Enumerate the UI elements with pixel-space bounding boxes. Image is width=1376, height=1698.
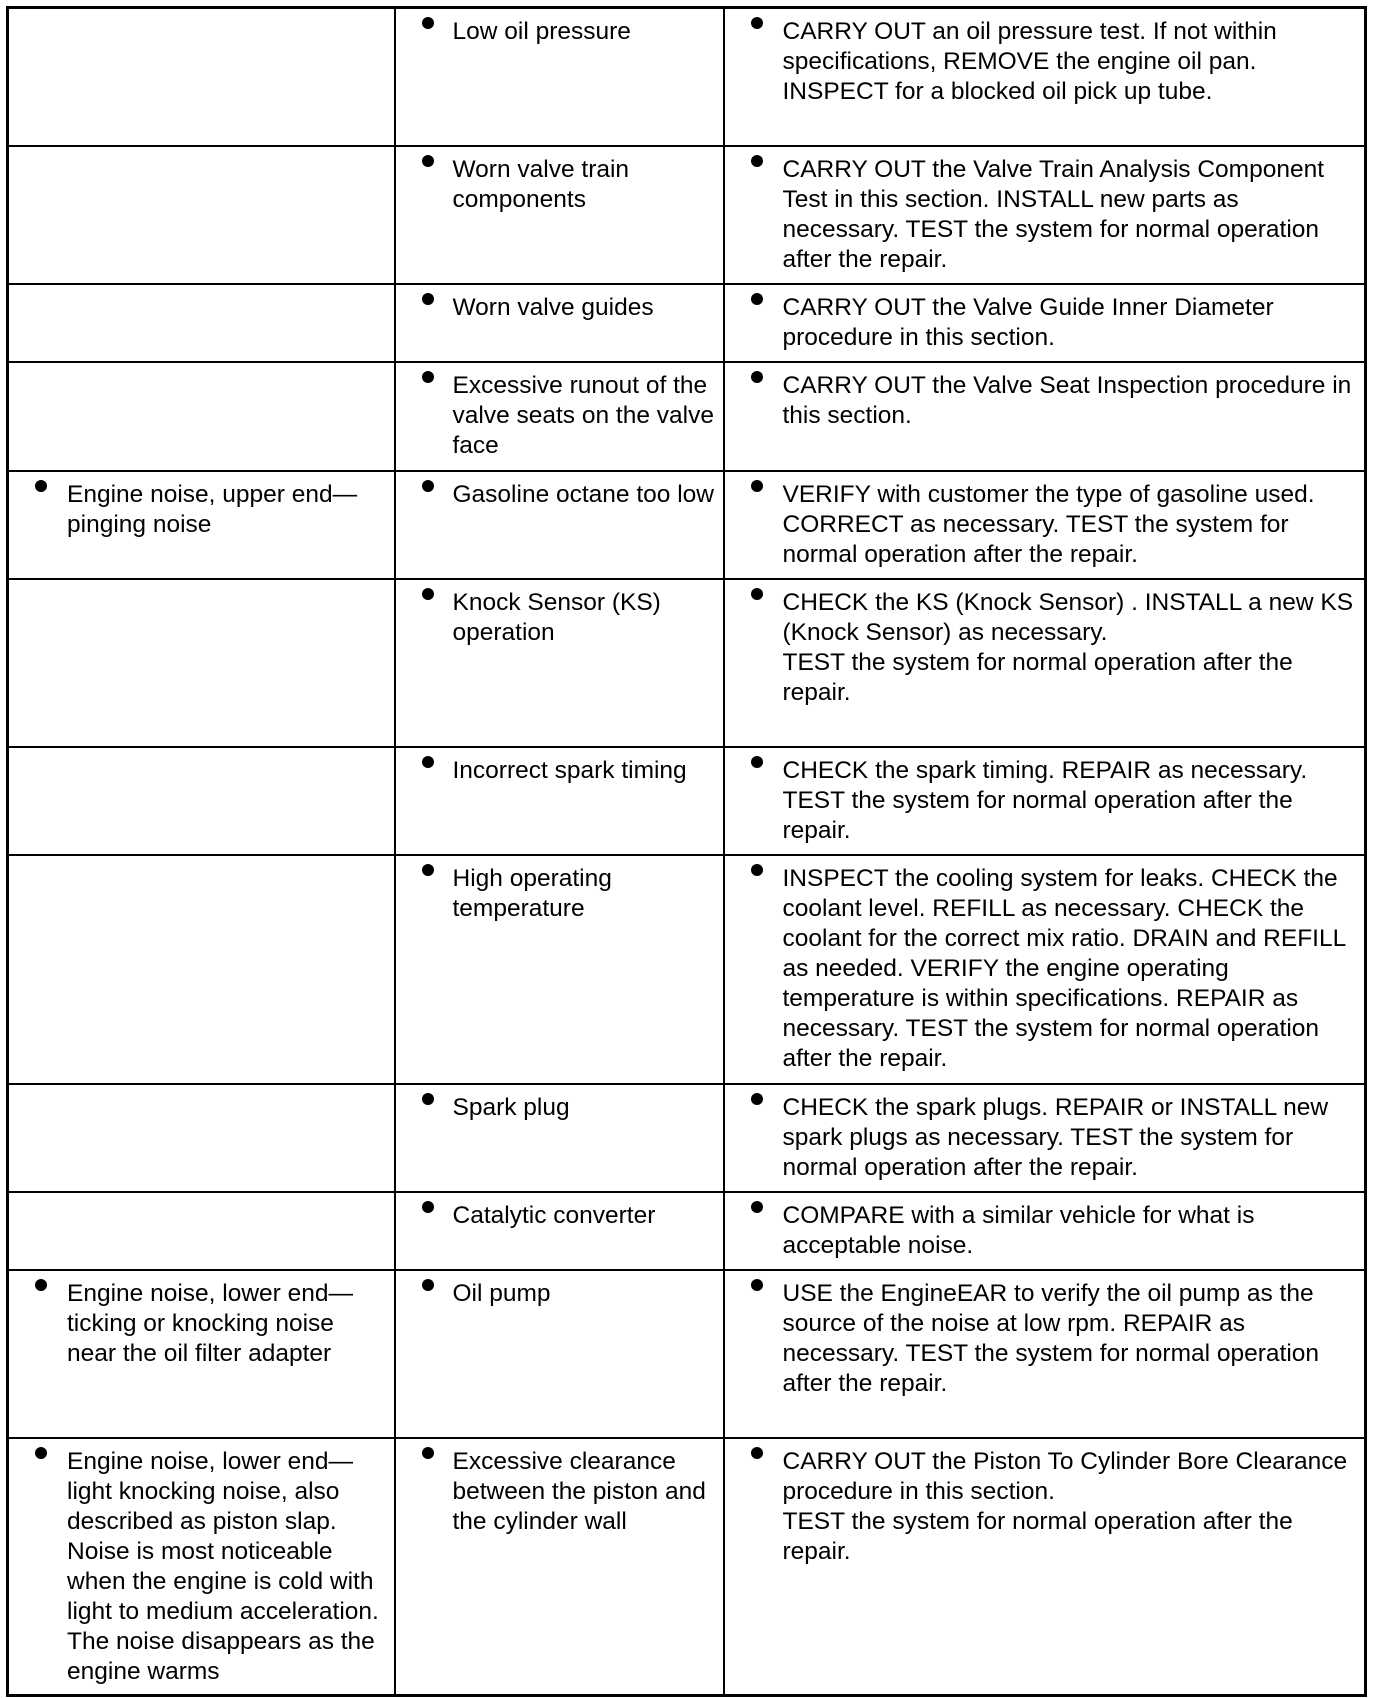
action-cell xyxy=(724,146,1366,284)
table-row xyxy=(8,855,1366,1084)
table-row xyxy=(8,471,1366,579)
cause-text: Incorrect spark timing xyxy=(452,756,687,784)
bullet-icon xyxy=(751,1279,763,1291)
bullet-icon xyxy=(422,1093,434,1105)
bullet-icon xyxy=(422,155,434,167)
cause-text: Catalytic converter xyxy=(452,1201,656,1229)
table-row xyxy=(8,1270,1366,1438)
condition-cell xyxy=(8,284,395,362)
action-cell xyxy=(724,471,1366,579)
bullet-icon xyxy=(422,480,434,492)
bullet-icon xyxy=(422,17,434,29)
action-text: CARRY OUT the Valve Guide Inner Diameter procedure in this section. xyxy=(782,293,1274,351)
cause-cell xyxy=(395,1084,724,1192)
action-text: COMPARE with a similar vehicle for what is acceptable noise. xyxy=(782,1201,1255,1259)
condition-text: Engine noise, lower end—ticking or knocking noise near the oil filter adapter xyxy=(67,1279,354,1367)
table-row xyxy=(8,284,1366,362)
cause-text: Spark plug xyxy=(452,1093,570,1121)
bullet-icon xyxy=(751,864,763,876)
cause-cell xyxy=(395,284,724,362)
cause-text: Gasoline octane too low xyxy=(452,480,714,508)
table-row xyxy=(8,1192,1366,1270)
action-cell xyxy=(724,579,1366,747)
bullet-icon xyxy=(422,1447,434,1459)
action-text: CARRY OUT an oil pressure test. If not within specifications, REMOVE the engine oil pan. INSPECT for a blocked oil pick up tube. xyxy=(782,18,1277,105)
cause-cell xyxy=(395,362,724,471)
table-row xyxy=(8,579,1366,747)
diagnosis-table xyxy=(6,6,1367,1697)
condition-cell xyxy=(8,747,395,855)
condition-cell xyxy=(8,1270,395,1438)
action-cell xyxy=(724,747,1366,855)
bullet-icon xyxy=(751,756,763,768)
bullet-icon xyxy=(751,1201,763,1213)
table-row xyxy=(8,362,1366,471)
action-text: CHECK the spark timing. REPAIR as necessary. TEST the system for normal operation after the repair. xyxy=(782,756,1308,844)
bullet-icon xyxy=(422,293,434,305)
condition-cell xyxy=(8,471,395,579)
cause-text: Excessive runout of the valve seats on the valve face xyxy=(452,371,714,459)
action-cell xyxy=(724,1438,1366,1696)
bullet-icon xyxy=(422,1201,434,1213)
action-text: CARRY OUT the Valve Seat Inspection procedure in this section. xyxy=(782,371,1352,429)
cause-cell xyxy=(395,579,724,747)
action-text: USE the EngineEAR to verify the oil pump as the source of the noise at low rpm. REPAIR as necessary. TEST the system for normal operation after the repair. xyxy=(782,1279,1320,1397)
bullet-icon xyxy=(422,588,434,600)
bullet-icon xyxy=(751,588,763,600)
cause-cell xyxy=(395,8,724,146)
cause-text: Knock Sensor (KS) operation xyxy=(452,588,661,646)
action-cell xyxy=(724,284,1366,362)
condition-text: Engine noise, upper end—pinging noise xyxy=(67,480,358,538)
bullet-icon xyxy=(35,1279,47,1291)
table-row xyxy=(8,747,1366,855)
table-row xyxy=(8,1084,1366,1192)
cause-cell xyxy=(395,747,724,855)
cause-cell xyxy=(395,1438,724,1696)
table-row xyxy=(8,8,1366,146)
bullet-icon xyxy=(751,293,763,305)
action-text: CHECK the KS (Knock Sensor) . INSTALL a new KS (Knock Sensor) as necessary. TEST the system for normal operation after the repair. xyxy=(782,588,1354,706)
bullet-icon xyxy=(422,371,434,383)
bullet-icon xyxy=(35,480,47,492)
action-cell xyxy=(724,1270,1366,1438)
bullet-icon xyxy=(751,17,763,29)
bullet-icon xyxy=(422,756,434,768)
bullet-icon xyxy=(751,480,763,492)
condition-cell xyxy=(8,1438,395,1696)
cause-text: Excessive clearance between the piston and the cylinder wall xyxy=(452,1447,706,1535)
condition-cell xyxy=(8,579,395,747)
condition-cell xyxy=(8,1084,395,1192)
bullet-icon xyxy=(422,1279,434,1291)
cause-cell xyxy=(395,1192,724,1270)
bullet-icon xyxy=(35,1447,47,1459)
cause-cell xyxy=(395,855,724,1084)
table-row xyxy=(8,1438,1366,1696)
action-text: INSPECT the cooling system for leaks. CHECK the coolant level. REFILL as necessary. CHECK the coolant for the correct mix ratio. DRAIN and REFILL as needed. VERIFY the engine operating temperature is within specifications. REPAIR as necessary. TEST the system for normal operation after the repair. xyxy=(782,864,1346,1072)
cause-text: Oil pump xyxy=(452,1279,551,1307)
table-row xyxy=(8,146,1366,284)
cause-cell xyxy=(395,471,724,579)
condition-cell xyxy=(8,855,395,1084)
action-cell xyxy=(724,1192,1366,1270)
condition-cell xyxy=(8,146,395,284)
action-text: CHECK the spark plugs. REPAIR or INSTALL new spark plugs as necessary. TEST the system for normal operation after the repair. xyxy=(782,1093,1329,1181)
bullet-icon xyxy=(422,864,434,876)
condition-cell xyxy=(8,8,395,146)
action-text: CARRY OUT the Valve Train Analysis Component Test in this section. INSTALL new parts as necessary. TEST the system for normal operation after the repair. xyxy=(782,155,1325,273)
cause-text: Low oil pressure xyxy=(452,18,631,45)
bullet-icon xyxy=(751,1093,763,1105)
condition-text: Engine noise, lower end—light knocking noise, also described as piston slap. Noise is most noticeable when the engine is cold with light to medium acceleration. The noise disappears as the engine warms xyxy=(67,1447,379,1685)
bullet-icon xyxy=(751,371,763,383)
cause-text: High operating temperature xyxy=(452,864,612,922)
cause-text: Worn valve train components xyxy=(452,155,630,213)
condition-cell xyxy=(8,1192,395,1270)
action-cell xyxy=(724,8,1366,146)
cause-cell xyxy=(395,146,724,284)
action-cell xyxy=(724,1084,1366,1192)
condition-cell xyxy=(8,362,395,471)
action-text: VERIFY with customer the type of gasoline used. CORRECT as necessary. TEST the system for normal operation after the repair. xyxy=(782,480,1315,568)
bullet-icon xyxy=(751,1447,763,1459)
action-cell xyxy=(724,855,1366,1084)
bullet-icon xyxy=(751,155,763,167)
cause-text: Worn valve guides xyxy=(452,293,654,321)
cause-cell xyxy=(395,1270,724,1438)
action-cell xyxy=(724,362,1366,471)
action-text: CARRY OUT the Piston To Cylinder Bore Clearance procedure in this section. TEST the system for normal operation after the repair. xyxy=(782,1447,1348,1565)
